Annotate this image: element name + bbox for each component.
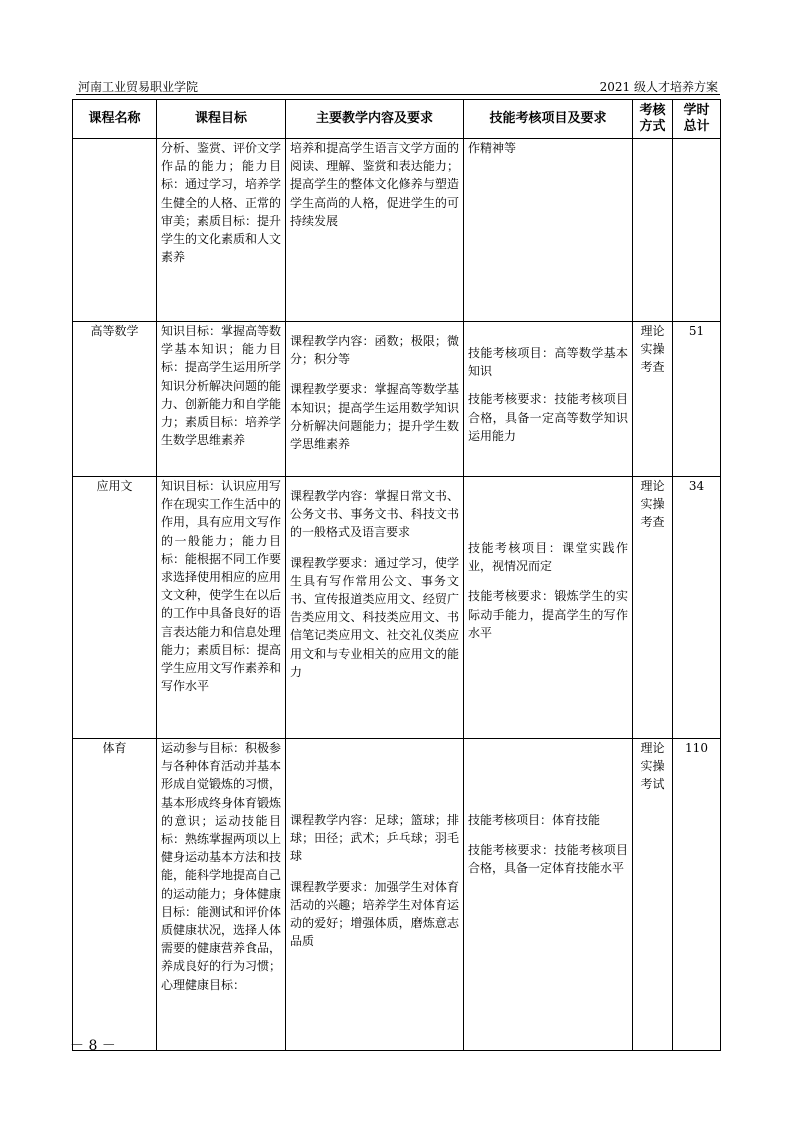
total-hours-cell <box>673 139 721 322</box>
course-content-cell <box>286 139 464 322</box>
course-goal-cell: 知识目标：掌握高等数学基本知识；能力目标：提高学生运用所学知识分析解决问题的能力、创新能力和自学能力；素质目标：培养学生数学思维素养 <box>157 322 286 477</box>
course-goal-cell: 知识目标：认识应用写作在现实工作生活中的作用，具有应用文写作的一般能力；能力目标：能根据不同工作要求选择使用相应的应用文文种，使学生在以后的工作中具备良好的语言表达能力和信息处理能力；素质目标：提高学生应用文写作素养和写作水平 <box>157 477 286 739</box>
col-header-method-line1: 考核 <box>639 103 666 118</box>
col-header-content: 主要教学内容及要求 <box>286 100 464 139</box>
table-header-row <box>73 100 721 139</box>
assessment-method-cell <box>633 139 673 322</box>
skill-part: 作精神等 <box>468 141 517 155</box>
course-content-cell <box>286 477 464 739</box>
total-hours-cell: 34 <box>673 477 721 739</box>
course-goal-cell: 运动参与目标：积极参与各种体育活动并基本形成自觉锻炼的习惯，基本形成终身体育锻炼的意识；运动技能目标：熟练掌握两项以上健身运动基本方法和技能，能科学地提高自己的运动能力；身体健康目标：能测试和评价体质健康状况，选择人体需要的健康营养食品，养成良好的行为习惯；心理健康目标： <box>157 739 286 1051</box>
content-part: 培养和提高学生语言文学方面的阅读、理解、鉴赏和表达能力；提高学生的整体文化修养与塑造学生高尚的人格，促进学生的可持续发展 <box>290 141 459 228</box>
course-name-cell <box>73 139 157 322</box>
skill-cell <box>464 322 633 477</box>
col-header-goal: 课程目标 <box>157 100 286 139</box>
course-content-cell <box>286 739 464 1051</box>
content-teaching: 课程教学内容：掌握日常文书、公务文书、事务文书、科技文书的一般格式及语言要求 <box>290 489 459 540</box>
skill-cell <box>464 477 633 739</box>
col-header-method-line2: 方式 <box>639 119 666 134</box>
skill-item: 技能考核项目：高等数学基本知识 <box>468 346 628 379</box>
content-teaching: 课程教学内容：函数；极限；微分；积分等 <box>290 334 459 367</box>
skill-cell <box>464 139 633 322</box>
total-hours-cell: 51 <box>673 322 721 477</box>
table-row <box>73 322 721 477</box>
course-name-cell: 体育 <box>73 739 157 1051</box>
col-header-name: 课程名称 <box>73 100 157 139</box>
col-header-hours-line2: 总计 <box>683 119 710 134</box>
content-requirement: 课程教学要求：通过学习，使学生具有写作常用公文、事务文书、宣传报道类应用文、经贸广告类应用文、科技类应用文、书信笔记类应用文、社交礼仪类应用文和与专业相关的应用文的能力 <box>290 555 459 679</box>
assessment-method-cell: 理论实操考查 <box>633 322 673 477</box>
header-school-name: 河南工业贸易职业学院 <box>78 80 199 94</box>
assessment-method-cell: 理论实操考查 <box>633 477 673 739</box>
course-content-cell <box>286 322 464 477</box>
skill-item: 技能考核项目：课堂实践作业，视情况而定 <box>468 541 628 574</box>
table-row <box>73 477 721 739</box>
table-row <box>73 739 721 1051</box>
skill-item: 技能考核项目：体育技能 <box>468 813 601 827</box>
col-header-hours <box>673 100 721 139</box>
table-row <box>73 139 721 322</box>
col-header-skill: 技能考核项目及要求 <box>464 100 633 139</box>
page-header <box>76 78 720 94</box>
course-name-cell: 高等数学 <box>73 322 157 477</box>
total-hours-cell: 110 <box>673 739 721 1051</box>
content-requirement: 课程教学要求：掌握高等数学基本知识；提高学生运用数学知识分析解决问题能力；提升学生数学思维素养 <box>290 382 459 452</box>
content-requirement: 课程教学要求：加强学生对体育活动的兴趣；培养学生对体育运动的爱好；增强体质，磨炼意志品质 <box>290 879 459 949</box>
content-teaching: 课程教学内容：足球；篮球；排球；田径；武术；乒乓球；羽毛球 <box>290 813 459 864</box>
col-header-hours-line1: 学时 <box>683 103 710 118</box>
skill-cell <box>464 739 633 1051</box>
skill-requirement: 技能考核要求：技能考核项目合格，具备一定高等数学知识运用能力 <box>468 392 628 443</box>
header-rule <box>76 94 720 95</box>
skill-requirement: 技能考核要求：技能考核项目合格，具备一定体育技能水平 <box>468 843 628 876</box>
assessment-method-cell: 理论实操考试 <box>633 739 673 1051</box>
page-number: － 8 － <box>70 1038 116 1054</box>
course-goal-cell: 分析、鉴赏、评价文学作品的能力；能力目标：通过学习，培养学生健全的人格、正常的审美；素质目标：提升学生的文化素质和人文素养 <box>157 139 286 322</box>
header-doc-title: 2021 级人才培养方案 <box>599 80 718 94</box>
skill-requirement: 技能考核要求：锻炼学生的实际动手能力，提高学生的写作水平 <box>468 589 628 640</box>
course-table <box>72 99 721 1051</box>
col-header-method <box>633 100 673 139</box>
course-name-cell: 应用文 <box>73 477 157 739</box>
